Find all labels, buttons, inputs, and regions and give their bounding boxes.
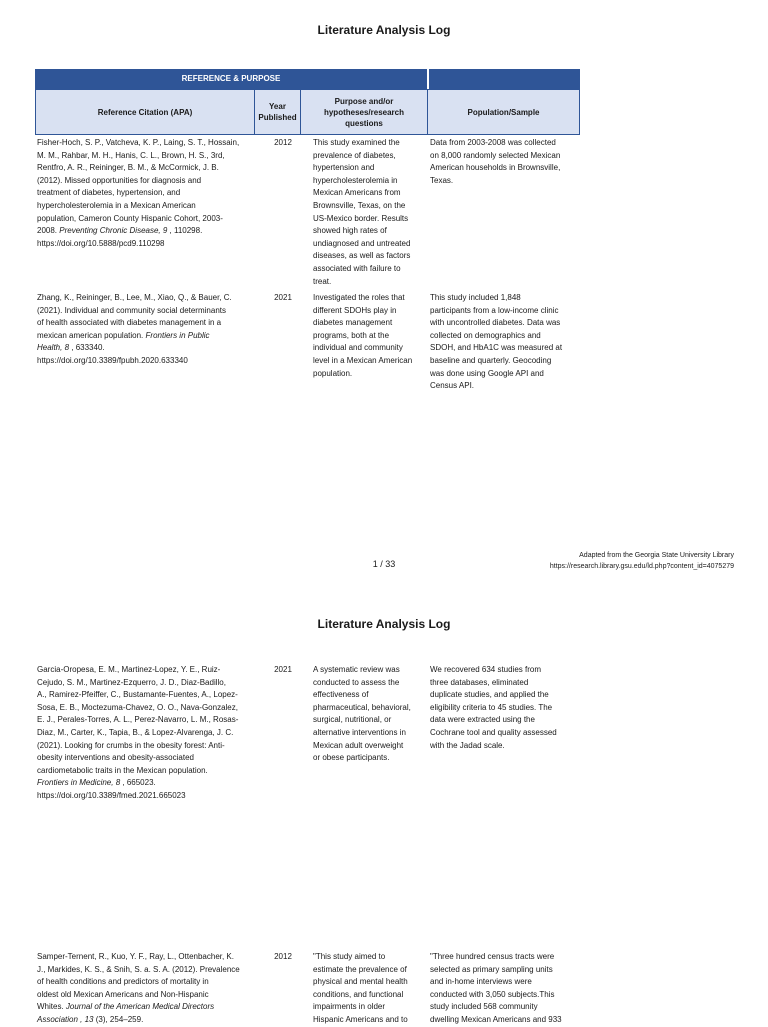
citation-cell: Garcia-Oropesa, E. M., Martinez-Lopez, Y. E., Ruiz- Cejudo, S. M., Martinez-Ezquerro, J. D., Diaz-Badillo, A., Ramirez-Pfeiffer, C., Bustamante-Fuentes, A., Lopez- Sosa, E. B., Moctezuma-Chavez, O. O., Nava-Gonzalez, E. J., Perales-Torres, A. L., Perez-Navarro, L. M., Rosas- Diaz, M., Carter, K., Tapia, B., & Lopez-Alvarenga, J. C. (2021). Looking for crumbs in the obesity forest: Anti- obesity interventions and obesity-associated cardiometabolic traits in the Mexican population. Frontiers in Medicine, 8 , 665023. https://doi.org/10.3389/fmed.2021.665023 xyxy=(37,665,239,800)
page-number: 1 / 33 xyxy=(372,559,396,569)
column-header-population: Population/Sample xyxy=(427,89,580,135)
citation-cell: Samper-Ternent, R., Kuo, Y. F., Ray, L., Ottenbacher, K. J., Markides, K. S., & Snih, S. a. S. A. (2012). Prevalence of health conditions and predictors of mortality in oldest old Mexican Americans and Non-Hispanic Whites. Journal of the American Medical Directors Association , 13 (3), 254–259. xyxy=(37,952,240,1024)
population-cell: We recovered 634 studies from three databases, eliminated duplicate studies, and applied the eligibility criteria to 45 studies. The data were extracted using the Cochrane tool and quality assessed with the Jadad scale. xyxy=(430,665,557,750)
population-cell: Data from 2003-2008 was collected on 8,000 randomly selected Mexican American households in Brownsville, Texas. xyxy=(430,138,561,185)
citation-cell: Fisher-Hoch, S. P., Vatcheva, K. P., Laing, S. T., Hossain, M. M., Rahbar, M. H., Hanis, C. L., Brown, H. S., 3rd, Rentfro, A. R., Reininger, B. M., & McCormick, J. B. (2012). Missed opportunities for diagnosis and treatment of diabetes, hypertension, and hypercholesterolemia in a Mexican American population, Cameron County Hispanic Cohort, 2003- 2008. Preventing Chronic Disease, 9 , 110298. https://doi.org/10.5888/pcd9.110298 xyxy=(37,138,240,248)
purpose-cell: "This study aimed to estimate the prevalence of physical and mental health conditions, and functional impairments in older Hispanic Americans and to xyxy=(313,952,408,1024)
column-header-year: Year Published xyxy=(254,89,301,135)
year-cell: 2021 xyxy=(274,665,292,674)
purpose-cell: A systematic review was conducted to assess the effectiveness of pharmaceutical, behavioral, surgical, nutritional, or alternative interventions in Mexican adult overweight or obese participants. xyxy=(313,665,411,763)
column-header-purpose: Purpose and/or hypotheses/research questions xyxy=(300,89,428,135)
source-credit: Adapted from the Georgia State University Library https://research.library.gsu.edu/ld.php?content_id=4075279 xyxy=(549,552,734,570)
page-title: Literature Analysis Log xyxy=(317,23,451,37)
purpose-cell: This study examined the prevalence of diabetes, hypertension and hypercholesterolemia in Mexican Americans from Brownsville, Texas, on the US-Mexico border. Results showed high rates of undiagnosed and untreated diseases, as well as factors associated with failure to treat. xyxy=(313,138,411,286)
population-cell: This study included 1,848 participants from a low-income clinic with uncontrolled diabetes. Data was collected on demographics and SDOH, and HbA1C was measured at baseline and quarterly. Geocoding was done using Google API and Census API. xyxy=(430,293,563,391)
year-cell: 2021 xyxy=(274,293,292,302)
section-header-band xyxy=(35,69,580,89)
year-cell: 2012 xyxy=(274,952,292,961)
population-cell: "Three hundred census tracts were selected as primary sampling units and in-home interviews were conducted with 3,050 subjects.This study included 568 community dwelling Mexican Americans and 933 xyxy=(430,952,562,1024)
year-cell: 2012 xyxy=(274,138,292,147)
purpose-cell: Investigated the roles that different SDOHs play in diabetes management programs, both at the individual and community level in a Mexican American population. xyxy=(313,293,413,378)
citation-cell: Zhang, K., Reininger, B., Lee, M., Xiao, Q., & Bauer, C. (2021). Individual and community social determinants of health associated with diabetes management in a mexican american population. Frontiers in Public Health, 8 , 633340. https://doi.org/10.3389/fpubh.2020.633340 xyxy=(37,293,232,365)
band-divider xyxy=(427,69,429,89)
column-header-citation: Reference Citation (APA) xyxy=(35,89,255,135)
section-header-label: REFERENCE & PURPOSE xyxy=(181,74,281,83)
page-title: Literature Analysis Log xyxy=(317,617,451,631)
